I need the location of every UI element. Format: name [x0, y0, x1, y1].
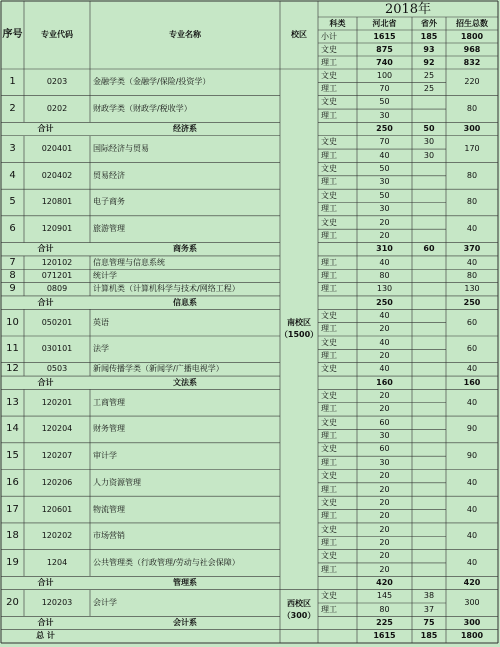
header-ligong-label: 理工 [321, 57, 337, 67]
sum-total: 300 [463, 618, 481, 628]
major-total: 130 [464, 284, 480, 294]
subject-type: 文史 [321, 471, 337, 481]
major-name: 信息管理与信息系统 [93, 257, 165, 267]
header-wenshi-value: 875 [376, 44, 393, 54]
code-header: 专业代码 [41, 30, 73, 39]
hebei-quota: 50 [379, 97, 390, 107]
hebei-quota: 20 [379, 537, 390, 547]
sum-outside [412, 376, 446, 389]
major-total: 80 [466, 170, 478, 180]
hebei-quota: 80 [379, 604, 390, 614]
outside-quota [412, 403, 446, 416]
major-code: 1204 [46, 557, 68, 567]
major-code: 120207 [41, 451, 73, 461]
sum-outside [412, 576, 446, 589]
subject-type: 理工 [321, 204, 337, 214]
sum-hebei: 250 [376, 297, 393, 307]
hebei-quota: 145 [376, 591, 393, 601]
outside-quota [412, 349, 446, 362]
outside-quota: 30 [423, 137, 435, 147]
major-code: 120206 [41, 477, 73, 487]
major-code: 020401 [41, 144, 73, 154]
subject-type: 理工 [321, 284, 337, 294]
major-name: 国际经济与贸易 [93, 144, 149, 154]
subject-type: 理工 [321, 84, 337, 94]
major-total: 40 [466, 531, 478, 541]
major-total: 80 [466, 270, 478, 280]
hebei-quota: 30 [379, 431, 390, 441]
header-wenshi-value: 968 [463, 44, 481, 54]
seq-cell: 11 [6, 343, 19, 355]
sum-total: 250 [463, 297, 481, 307]
major-code: 120201 [41, 397, 73, 407]
subject-type: 理工 [321, 324, 337, 334]
hebei-quota: 70 [379, 137, 390, 147]
subject-type: 文史 [321, 591, 337, 601]
hebei-quota: 40 [379, 337, 390, 347]
major-name: 英语 [93, 317, 109, 327]
seq-cell: 14 [6, 423, 19, 435]
major-name: 金融学类（金融学/保险/投资学） [93, 77, 211, 87]
sum-label: 合计 [37, 577, 54, 587]
plan-header: 招生总数 [456, 18, 488, 28]
grand-total-label: 总 计 [36, 631, 55, 641]
grand-hebei: 1615 [373, 631, 396, 641]
header-subtotal-value: 1615 [373, 31, 396, 41]
sum-hebei: 310 [376, 244, 393, 254]
outside-quota [412, 189, 446, 202]
major-total: 40 [466, 477, 478, 487]
seq-cell: 1 [9, 76, 16, 88]
major-code: 0202 [46, 104, 68, 114]
grand-outside: 185 [420, 631, 438, 641]
sum-label: 合计 [37, 244, 54, 254]
subject-type: 理工 [321, 511, 337, 521]
outside-quota: 37 [423, 604, 435, 614]
major-name: 旅游管理 [93, 224, 125, 234]
major-total: 40 [466, 397, 478, 407]
major-code: 020402 [41, 170, 73, 180]
header-wenshi-value: 93 [423, 44, 435, 54]
major-total: 40 [466, 364, 478, 374]
hebei-quota: 80 [379, 270, 390, 280]
hebei-quota: 30 [379, 177, 390, 187]
seq-cell: 8 [9, 269, 16, 281]
subject-type: 理工 [321, 457, 337, 467]
major-code: 120102 [41, 257, 73, 267]
header-subtotal-value: 1800 [460, 31, 484, 41]
subject-type: 文史 [321, 164, 337, 174]
sum-outside: 60 [423, 244, 435, 254]
outside-header: 省外 [421, 18, 437, 28]
seq-cell: 13 [6, 396, 19, 408]
hebei-quota: 20 [379, 524, 390, 534]
subject-type: 文史 [321, 524, 337, 534]
major-total: 170 [464, 144, 480, 154]
subject-type: 文史 [321, 190, 337, 200]
major-total: 40 [466, 557, 478, 567]
major-name: 公共管理类（行政管理/劳动与社会保障） [93, 557, 240, 567]
outside-quota [412, 536, 446, 549]
seq-header: 序号 [2, 29, 23, 40]
sum-label: 合计 [37, 377, 54, 387]
hebei-quota: 20 [379, 471, 390, 481]
outside-quota [412, 162, 446, 175]
year-heading: 2018年 [384, 1, 432, 17]
hebei-quota: 20 [379, 324, 390, 334]
department-name: 经济系 [173, 124, 197, 134]
subject-header: 科类 [329, 18, 346, 28]
department-name: 管理系 [173, 577, 197, 587]
subject-type: 理工 [321, 230, 337, 240]
outside-quota [412, 269, 446, 282]
subject-type: 文史 [321, 137, 337, 147]
major-name: 物流管理 [93, 504, 125, 514]
seq-cell: 12 [6, 363, 19, 375]
seq-cell: 6 [9, 223, 16, 235]
major-name: 人力资源管理 [93, 477, 141, 487]
subject-type: 文史 [321, 97, 337, 107]
hebei-quota: 50 [379, 164, 390, 174]
seq-cell: 10 [6, 316, 19, 328]
seq-cell: 19 [6, 556, 19, 568]
outside-quota [412, 203, 446, 216]
seq-cell: 5 [9, 196, 16, 208]
subject-type: 理工 [321, 110, 337, 120]
subject-type: 文史 [321, 444, 337, 454]
major-total: 220 [464, 77, 480, 87]
outside-quota [412, 483, 446, 496]
hebei-quota: 40 [379, 364, 390, 374]
major-total: 60 [466, 317, 478, 327]
outside-quota: 30 [423, 150, 435, 160]
major-total: 300 [464, 597, 480, 607]
south-campus-label: 南校区 （1500） [280, 318, 318, 340]
subject-type: 理工 [321, 484, 337, 494]
subject-type: 理工 [321, 270, 337, 280]
outside-quota [412, 470, 446, 483]
outside-quota [412, 443, 446, 456]
outside-quota [412, 510, 446, 523]
hebei-quota: 100 [376, 70, 393, 80]
major-code: 120601 [41, 504, 73, 514]
subject-type: 文史 [321, 337, 337, 347]
hebei-quota: 20 [379, 391, 390, 401]
sum-total: 300 [463, 124, 481, 134]
outside-quota [412, 323, 446, 336]
subject-type: 文史 [321, 497, 337, 507]
subject-type: 文史 [321, 70, 337, 80]
subject-type: 理工 [321, 404, 337, 414]
major-total: 40 [466, 224, 478, 234]
major-name: 新闻传播学类（新闻学/广播电视学） [93, 364, 224, 374]
outside-quota [412, 256, 446, 269]
subject-type: 文史 [321, 417, 337, 427]
hebei-quota: 130 [376, 284, 393, 294]
major-total: 60 [466, 344, 478, 354]
outside-quota [412, 363, 446, 376]
department-name: 文法系 [173, 377, 197, 387]
header-ligong-value: 92 [423, 57, 435, 67]
outside-quota [412, 429, 446, 442]
outside-quota [412, 96, 446, 109]
hebei-quota: 20 [379, 404, 390, 414]
subject-type: 理工 [321, 150, 337, 160]
major-total: 80 [466, 104, 478, 114]
hebei-quota: 20 [379, 551, 390, 561]
outside-quota: 25 [423, 84, 435, 94]
sum-outside: 75 [423, 618, 435, 628]
seq-cell: 20 [6, 596, 19, 608]
header-ligong-value: 740 [376, 57, 393, 67]
major-code: 0203 [46, 77, 68, 87]
major-name: 电子商务 [93, 197, 125, 207]
outside-quota [412, 416, 446, 429]
sum-total: 370 [463, 244, 481, 254]
outside-quota [412, 563, 446, 576]
major-code: 120204 [41, 424, 73, 434]
sum-label: 合计 [37, 124, 54, 134]
outside-quota [412, 309, 446, 322]
sum-outside [412, 296, 446, 309]
hebei-quota: 20 [379, 497, 390, 507]
hebei-quota: 60 [379, 444, 390, 454]
seq-cell: 17 [6, 503, 19, 515]
seq-cell: 4 [9, 169, 16, 181]
subject-type: 理工 [321, 604, 337, 614]
name-header: 专业名称 [169, 30, 201, 39]
hebei-quota: 60 [379, 417, 390, 427]
header-subtotal-value: 185 [420, 31, 438, 41]
major-code: 120901 [41, 224, 73, 234]
outside-quota [412, 523, 446, 536]
subject-type: 理工 [321, 257, 337, 267]
outside-quota [412, 336, 446, 349]
major-name: 财政学类（财政学/税收学） [93, 104, 192, 114]
hebei-quota: 30 [379, 457, 390, 467]
subject-type: 文史 [321, 364, 337, 374]
hebei-quota: 20 [379, 230, 390, 240]
major-name: 市场营销 [93, 531, 125, 541]
outside-quota [412, 389, 446, 402]
subject-type: 文史 [321, 551, 337, 561]
major-code: 0809 [46, 284, 68, 294]
hebei-quota: 50 [379, 190, 390, 200]
outside-quota [412, 176, 446, 189]
hebei-quota: 40 [379, 310, 390, 320]
sum-hebei: 160 [376, 377, 393, 387]
major-name: 会计学 [93, 597, 117, 607]
west-campus-label: 西校区 （300） [282, 598, 316, 620]
sum-total: 160 [463, 377, 481, 387]
sum-total: 420 [463, 577, 481, 587]
hebei-quota: 20 [379, 351, 390, 361]
seq-cell: 7 [9, 256, 16, 268]
major-code: 050201 [41, 317, 73, 327]
major-name: 财务管理 [93, 424, 125, 434]
outside-quota [412, 456, 446, 469]
major-total: 90 [466, 424, 478, 434]
major-name: 法学 [93, 344, 109, 354]
major-code: 120801 [41, 197, 73, 207]
outside-quota: 25 [423, 70, 435, 80]
hebei-quota: 20 [379, 511, 390, 521]
hebei-quota: 20 [379, 564, 390, 574]
major-total: 80 [466, 197, 478, 207]
subject-type: 理工 [321, 537, 337, 547]
sum-label: 合计 [37, 297, 54, 307]
sum-hebei: 420 [376, 577, 393, 587]
hebei-quota: 70 [379, 84, 390, 94]
department-name: 信息系 [173, 297, 197, 307]
seq-cell: 9 [9, 283, 16, 295]
sum-outside: 50 [423, 124, 435, 134]
major-name: 工商管理 [93, 397, 125, 407]
subject-type: 文史 [321, 310, 337, 320]
department-name: 商务系 [173, 244, 197, 254]
sum-hebei: 250 [376, 124, 393, 134]
seq-cell: 3 [9, 143, 16, 155]
sum-label: 合计 [37, 618, 54, 628]
subject-type: 理工 [321, 177, 337, 187]
header-subtotal-label: 小计 [321, 31, 337, 41]
major-code: 120203 [41, 597, 73, 607]
seq-cell: 2 [9, 103, 16, 115]
seq-cell: 16 [6, 476, 19, 488]
hebei-quota: 40 [379, 150, 390, 160]
hebei-header: 河北省 [372, 18, 397, 28]
header-wenshi-label: 文史 [321, 44, 337, 54]
major-code: 120202 [41, 531, 73, 541]
hebei-quota: 40 [379, 257, 390, 267]
subject-type: 理工 [321, 431, 337, 441]
outside-quota [412, 550, 446, 563]
sum-hebei: 225 [376, 618, 393, 628]
subject-type: 理工 [321, 351, 337, 361]
department-name: 会计系 [173, 618, 197, 628]
hebei-quota: 20 [379, 217, 390, 227]
major-code: 071201 [41, 270, 73, 280]
major-name: 审计学 [93, 451, 117, 461]
major-total: 40 [466, 504, 478, 514]
hebei-quota: 20 [379, 484, 390, 494]
seq-cell: 15 [6, 450, 19, 462]
hebei-quota: 30 [379, 110, 390, 120]
outside-quota [412, 496, 446, 509]
subject-type: 文史 [321, 217, 337, 227]
major-name: 贸易经济 [93, 170, 125, 180]
outside-quota [412, 216, 446, 229]
major-code: 030101 [41, 344, 73, 354]
major-total: 90 [466, 451, 478, 461]
campus-header: 校区 [291, 30, 307, 39]
outside-quota [412, 229, 446, 242]
major-code: 0503 [46, 364, 68, 374]
major-name: 计算机类（计算机科学与技术/网络工程） [93, 284, 240, 294]
outside-quota: 38 [423, 591, 435, 601]
hebei-quota: 30 [379, 204, 390, 214]
header-ligong-value: 832 [463, 57, 481, 67]
major-total: 40 [466, 257, 478, 267]
major-name: 统计学 [93, 270, 117, 280]
outside-quota [412, 283, 446, 296]
outside-quota [412, 109, 446, 122]
grand-total: 1800 [460, 631, 484, 641]
subject-type: 文史 [321, 391, 337, 401]
seq-cell: 18 [6, 530, 19, 542]
subject-type: 理工 [321, 564, 337, 574]
